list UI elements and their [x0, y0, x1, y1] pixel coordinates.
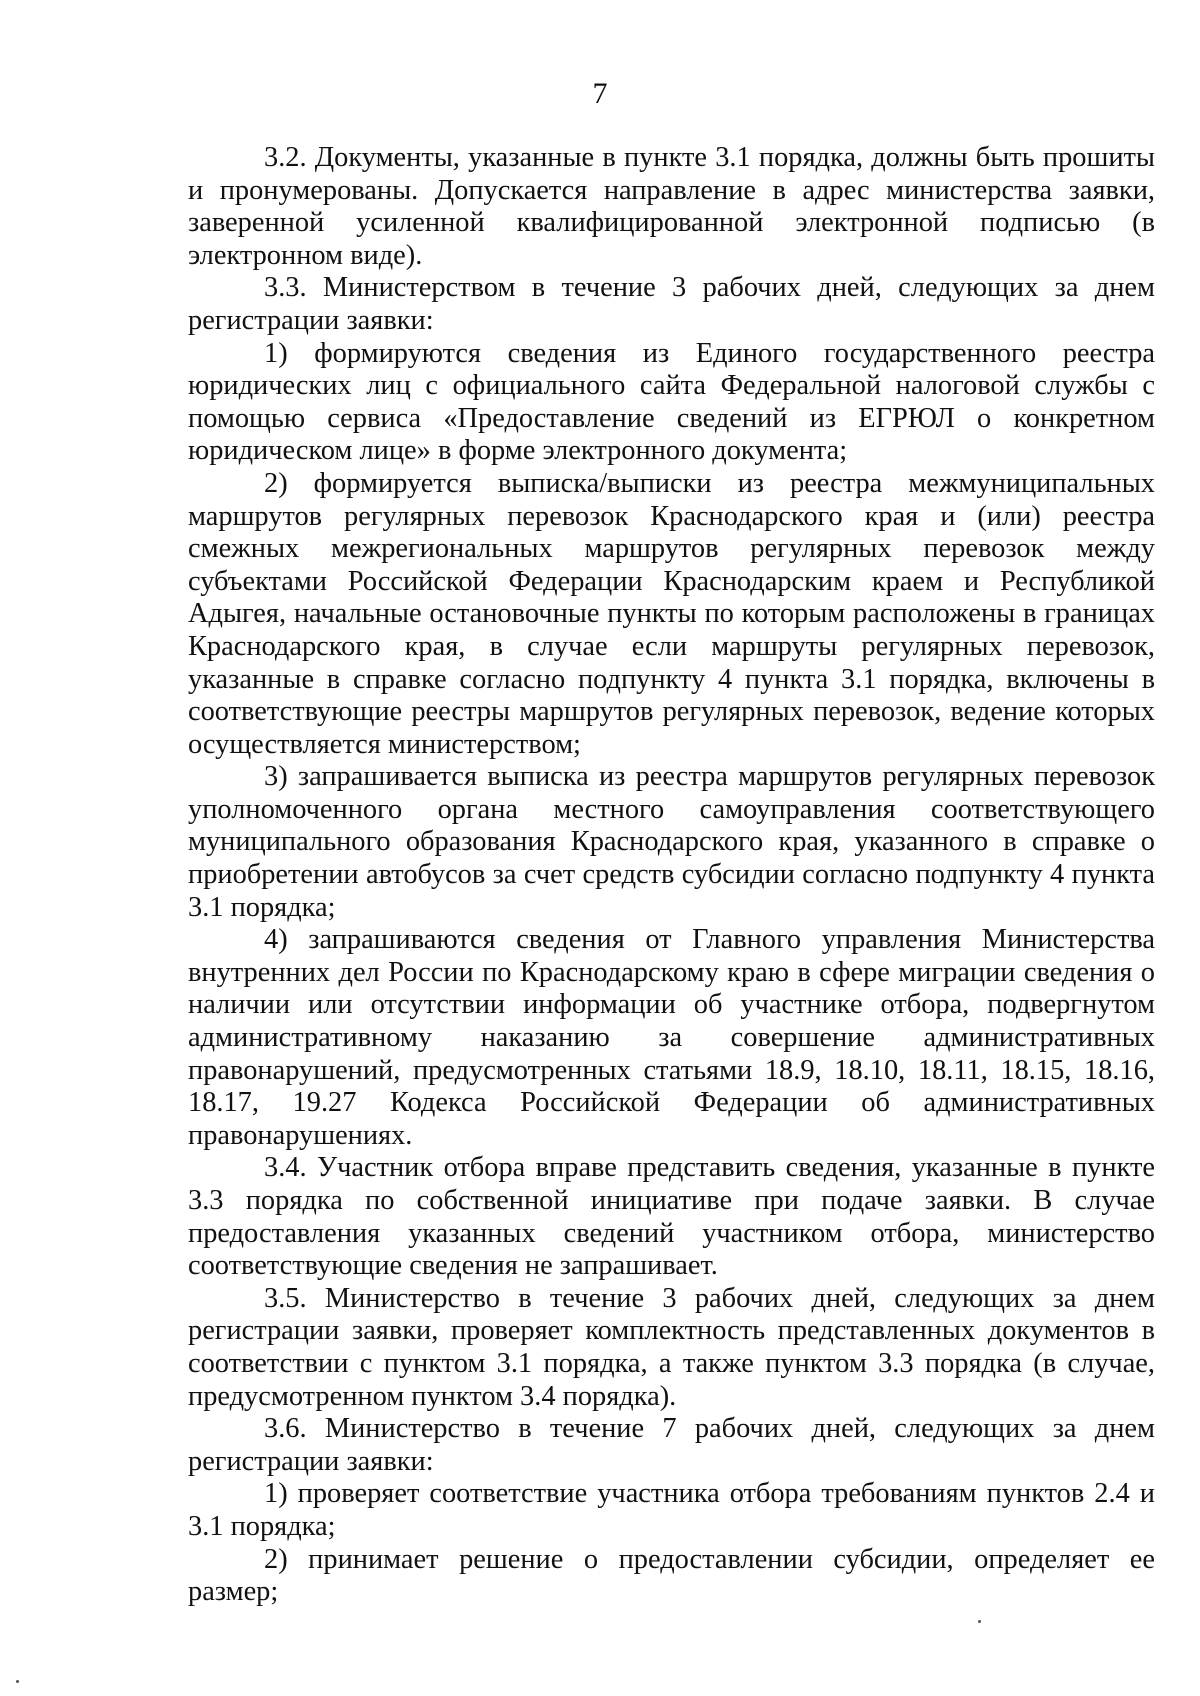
- paragraph-3-2: 3.2. Документы, указанные в пункте 3.1 порядка, должны быть прошиты и пронумерованы. Допускается направление в адрес министерства заявки, заверенной усиленной квалифицированной электронной подписью (в электронном виде).: [188, 142, 1155, 271]
- scan-speck: [978, 1620, 981, 1623]
- paragraph-3-6-item-2: 2) принимает решение о предоставлении субсидии, определяет ее размер;: [188, 1543, 1155, 1608]
- paragraph-3-3-item-4: 4) запрашиваются сведения от Главного управления Министерства внутренних дел России по Краснодарскому краю в сфере миграции сведения о наличии или отсутствии информации об участнике отбора, подвергнутом административному наказанию за совершение административных правонарушений, предусмотренных статьями 18.9, 18.10, 18.11, 18.15, 18.16, 18.17, 19.27 Кодекса Российской Федерации об административных правонарушениях.: [188, 924, 1155, 1151]
- paragraph-3-5: 3.5. Министерство в течение 3 рабочих дней, следующих за днем регистрации заявки, проверяет комплектность представленных документов в соответствии с пунктом 3.1 порядка, а также пунктом 3.3 порядка (в случае, предусмотренном пунктом 3.4 порядка).: [188, 1282, 1155, 1412]
- paragraph-3-4: 3.4. Участник отбора вправе представить сведения, указанные в пункте 3.3 порядка по собственной инициативе при подаче заявки. В случае предоставления указанных сведений участником отбора, министерство соответствующие сведения не запрашивает.: [188, 1152, 1155, 1282]
- paragraph-3-3-item-1: 1) формируются сведения из Единого государственного реестра юридических лиц с официального сайта Федеральной налоговой службы с помощью сервиса «Предоставление сведений из ЕГРЮЛ о конкретном юридическом лице» в форме электронного документа;: [188, 337, 1155, 467]
- paragraph-3-3: 3.3. Министерством в течение 3 рабочих дней, следующих за днем регистрации заявки:: [188, 272, 1155, 336]
- paragraph-3-3-item-3: 3) запрашивается выписка из реестра маршрутов регулярных перевозок уполномоченного органа местного самоуправления соответствующего муниципального образования Краснодарского края, указанного в справке о приобретении автобусов за счет средств субсидии согласно подпункту 4 пункта 3.1 порядка;: [188, 761, 1155, 923]
- scan-speck: [16, 1680, 19, 1683]
- paragraph-3-6-item-1: 1) проверяет соответствие участника отбора требованиям пунктов 2.4 и 3.1 порядка;: [188, 1478, 1155, 1542]
- paragraph-3-6: 3.6. Министерство в течение 7 рабочих дней, следующих за днем регистрации заявки:: [188, 1413, 1155, 1477]
- paragraph-3-3-item-2: 2) формируется выписка/выписки из реестра межмуниципальных маршрутов регулярных перевозок Краснодарского края и (или) реестра смежных межрегиональных маршрутов регулярных перевозок между субъектами Российской Федерации Краснодарским краем и Республикой Адыгея, начальные остановочные пункты по которым расположены в границах Краснодарского края, в случае если маршруты регулярных перевозок, указанные в справке согласно подпункту 4 пункта 3.1 порядка, включены в соответствующие реестры маршрутов регулярных перевозок, ведение которых осуществляется министерством;: [188, 467, 1155, 760]
- document-body: [188, 142, 1155, 1609]
- page-number: 7: [592, 77, 608, 110]
